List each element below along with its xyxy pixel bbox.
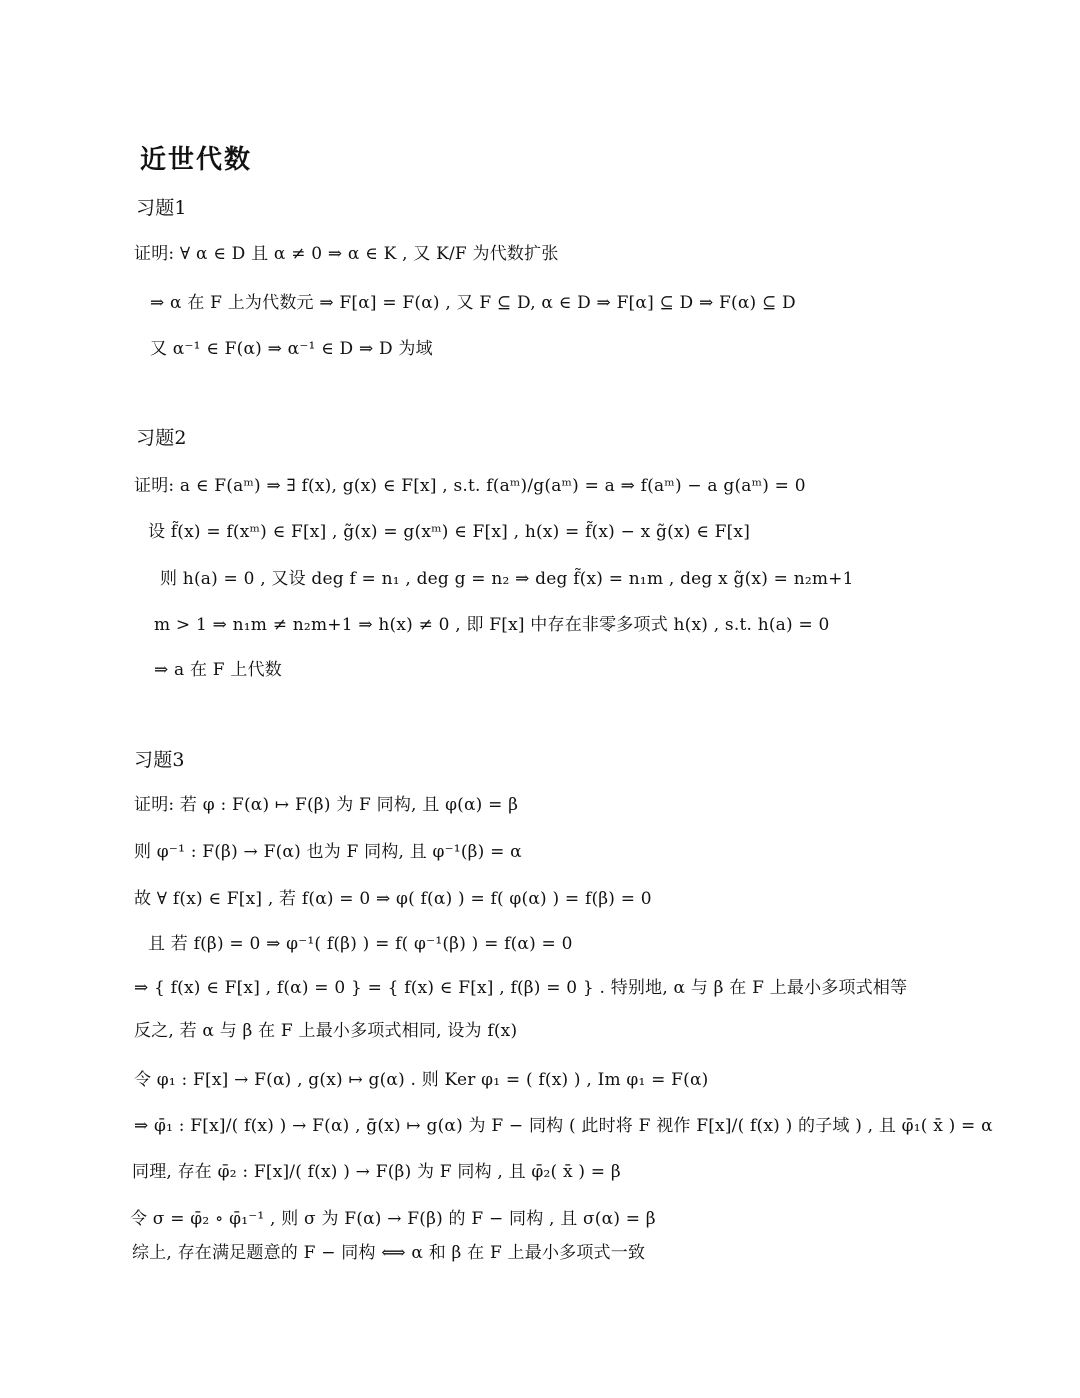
exercise-3-line: 反之, 若 α 与 β 在 F 上最小多项式相同, 设为 f(x)	[134, 1021, 518, 1041]
exercise-3-line: ⇒ { f(x) ∈ F[x] , f(α) = 0 } = { f(x) ∈ F[x] , f(β) = 0 } . 特别地, α 与 β 在 F 上最小多项式相等	[134, 978, 908, 998]
exercise-2-line: m > 1 ⇒ n₁m ≠ n₂m+1 ⇒ h(x) ≠ 0 , 即 F[x] 中存在非零多项式 h(x) , s.t. h(a) = 0	[154, 615, 830, 635]
exercise-1-heading: 习题1	[136, 197, 187, 219]
exercise-3-line: ⇒ φ̄₁ : F[x]/( f(x) ) → F(α) , ḡ(x) ↦ g(α) 为 F − 同构 ( 此时将 F 视作 F[x]/( f(x) ) 的子域 ) , 且 φ̄₁( x̄ ) = α	[134, 1116, 993, 1136]
exercise-3-line: 令 φ₁ : F[x] → F(α) , g(x) ↦ g(α) . 则 Ker φ₁ = ( f(x) ) , Im φ₁ = F(α)	[134, 1070, 709, 1090]
exercise-1-line: ⇒ α 在 F 上为代数元 ⇒ F[α] = F(α) , 又 F ⊆ D, α ∈ D ⇒ F[α] ⊆ D ⇒ F(α) ⊆ D	[150, 293, 796, 313]
exercise-1-line: 又 α⁻¹ ∈ F(α) ⇒ α⁻¹ ∈ D ⇒ D 为域	[150, 339, 433, 359]
exercise-3-heading: 习题3	[134, 749, 185, 771]
exercise-3-line: 且 若 f(β) = 0 ⇒ φ⁻¹( f(β) ) = f( φ⁻¹(β) ) = f(α) = 0	[148, 934, 573, 954]
exercise-2-line: ⇒ a 在 F 上代数	[154, 660, 282, 680]
exercise-3-line: 同理, 存在 φ̄₂ : F[x]/( f(x) ) → F(β) 为 F 同构 , 且 φ̄₂( x̄ ) = β	[132, 1162, 621, 1182]
exercise-2-line: 设 f̃(x) = f(xᵐ) ∈ F[x] , g̃(x) = g(xᵐ) ∈ F[x] , h(x) = f̃(x) − x g̃(x) ∈ F[x]	[148, 522, 751, 542]
exercise-1-line: 证明: ∀ α ∈ D 且 α ≠ 0 ⇒ α ∈ K , 又 K/F 为代数扩张	[134, 244, 559, 264]
exercise-3-line: 则 φ⁻¹ : F(β) → F(α) 也为 F 同构, 且 φ⁻¹(β) = α	[134, 842, 522, 862]
exercise-3-line: 故 ∀ f(x) ∈ F[x] , 若 f(α) = 0 ⇒ φ( f(α) ) = f( φ(α) ) = f(β) = 0	[134, 889, 652, 909]
exercise-3-line: 综上, 存在满足题意的 F − 同构 ⟺ α 和 β 在 F 上最小多项式一致	[132, 1243, 646, 1263]
exercise-2-line: 证明: a ∈ F(aᵐ) ⇒ ∃ f(x), g(x) ∈ F[x] , s.t. f(aᵐ)/g(aᵐ) = a ⇒ f(aᵐ) − a g(aᵐ) = 0	[134, 476, 806, 496]
exercise-3-line: 证明: 若 φ : F(α) ↦ F(β) 为 F 同构, 且 φ(α) = β	[134, 795, 519, 815]
exercise-2-heading: 习题2	[136, 427, 187, 449]
page-title: 近世代数	[140, 145, 253, 175]
exercise-2-line: 则 h(a) = 0 , 又设 deg f = n₁ , deg g = n₂ ⇒ deg f̃(x) = n₁m , deg x g̃(x) = n₂m+1	[160, 569, 854, 589]
exercise-3-line: 令 σ = φ̄₂ ∘ φ̄₁⁻¹ , 则 σ 为 F(α) → F(β) 的 F − 同构 , 且 σ(α) = β	[130, 1209, 656, 1229]
